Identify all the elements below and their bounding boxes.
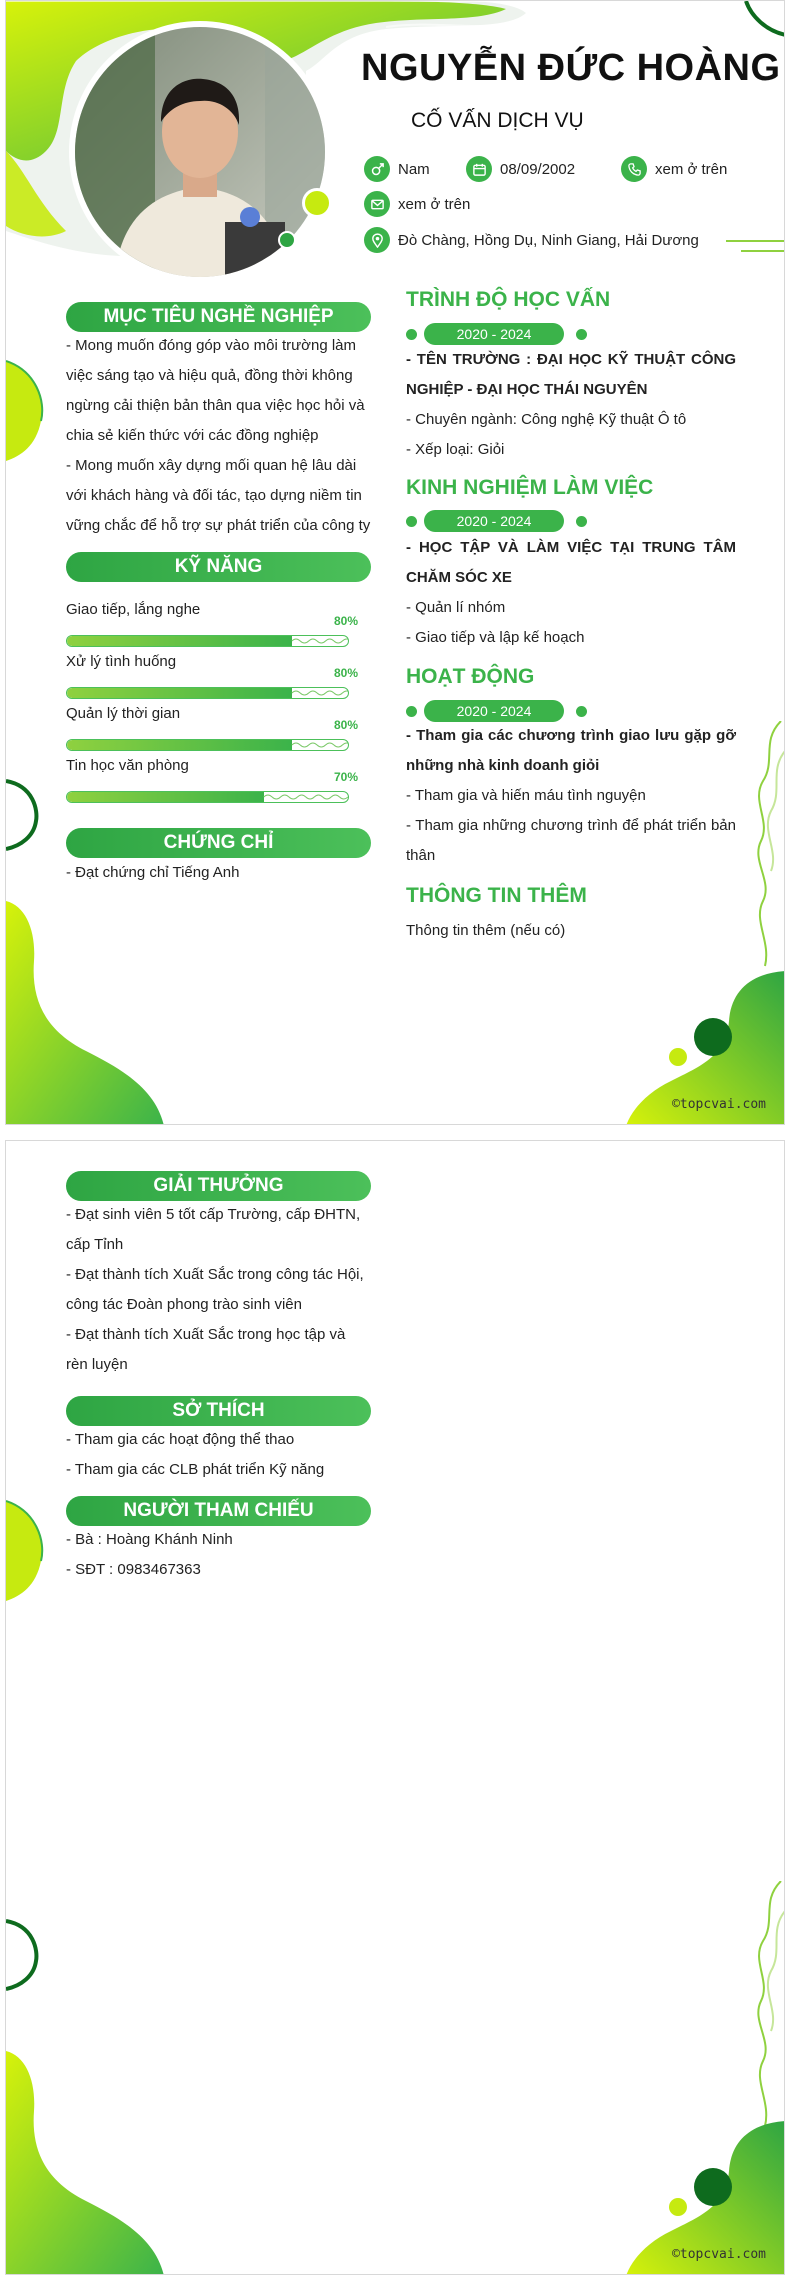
skill-label: Xử lý tình huống [66, 653, 177, 670]
right-edge-decoration [751, 721, 785, 971]
phone-value: xem ở trên [655, 160, 728, 178]
skill-bar-wave [67, 792, 348, 802]
hobbies-text [66, 1425, 371, 1485]
education-text [406, 345, 736, 465]
cv-page-1 [5, 0, 785, 1125]
calendar-icon [466, 156, 492, 182]
education-line: - Xếp loại: Giỏi [406, 441, 505, 458]
experience-heading: - HỌC TẬP VÀ LÀM VIỆC TẠI TRUNG TÂM CHĂM SÓC XE [406, 539, 736, 586]
gender-icon [364, 156, 390, 182]
timeline-dot [406, 329, 417, 340]
activities-date-line [406, 700, 736, 722]
skill-bar [66, 687, 349, 699]
skill-label: Tin học văn phòng [66, 757, 189, 774]
experience-line: - Quản lí nhóm [406, 599, 506, 616]
skill-bar [66, 635, 349, 647]
experience-line: - Giao tiếp và lập kế hoạch [406, 629, 585, 646]
activities-heading: - Tham gia các chương trình giao lưu gặp gỡ những nhà kinh doanh giỏi [406, 727, 736, 774]
location-icon [364, 227, 390, 253]
gender-field [364, 156, 430, 182]
award-line: - Đạt thành tích Xuất Sắc trong học tập và rèn luyện [66, 1326, 346, 1373]
award-line: - Đạt sinh viên 5 tốt cấp Trường, cấp ĐHTN, cấp Tỉnh [66, 1206, 361, 1253]
right-edge-decoration [751, 1881, 785, 2131]
hobby-line: - Tham gia các hoạt động thể thao [66, 1431, 295, 1448]
skill-percent: 80% [334, 614, 359, 628]
hobby-line: - Tham gia các CLB phát triển Kỹ năng [66, 1461, 325, 1478]
objective-text [66, 331, 371, 541]
avatar-accent-dot-large [302, 188, 332, 218]
experience-date: 2020 - 2024 [424, 510, 564, 532]
experience-text [406, 533, 736, 653]
timeline-dot [576, 516, 587, 527]
avatar-accent-dot-small [278, 231, 296, 249]
references-title: NGƯỜI THAM CHIẾU [66, 1496, 371, 1526]
activities-line: - Tham gia và hiến máu tình nguyện [406, 787, 646, 804]
awards-text [66, 1200, 371, 1380]
education-date-line [406, 323, 736, 345]
watermark: ©topcvai.com [672, 1097, 766, 1112]
watermark: ©topcvai.com [672, 2247, 766, 2262]
more-info-title: THÔNG TIN THÊM [406, 884, 587, 907]
birthday-value: 08/09/2002 [500, 160, 576, 178]
skill-label: Quản lý thời gian [66, 705, 181, 722]
job-title: CỐ VẤN DỊCH VỤ [411, 109, 584, 132]
more-info-text: Thông tin thêm (nếu có) [406, 922, 566, 939]
email-field [364, 191, 470, 217]
activities-text [406, 721, 736, 871]
experience-title: KINH NGHIỆM LÀM VIỆC [406, 476, 654, 499]
skills-title: KỸ NĂNG [66, 552, 371, 582]
timeline-dot [406, 516, 417, 527]
email-value: xem ở trên [398, 195, 471, 213]
references-text [66, 1525, 371, 1585]
left-edge-decoration [6, 1481, 46, 2001]
skill-bar-wave [67, 636, 348, 646]
bottom-left-decoration [6, 2051, 166, 2275]
address-field [364, 227, 699, 253]
mail-icon [364, 191, 390, 217]
education-line: - Chuyên ngành: Công nghệ Kỹ thuật Ô tô [406, 411, 687, 428]
objective-line: - Mong muốn đóng góp vào môi trường làm việc sáng tạo và hiệu quả, đồng thời không ngừng cải thiện bản thân qua việc học hỏi và chia sẻ kiến thức với các đồng nghiệp [66, 337, 365, 444]
skill-percent: 80% [334, 666, 359, 680]
certificates-title: CHỨNG CHỈ [66, 828, 371, 858]
timeline-dot [576, 706, 587, 717]
activities-line: - Tham gia những chương trình để phát triển bản thân [406, 817, 736, 864]
reference-line: - SĐT : 0983467363 [66, 1561, 201, 1578]
certificate-line: - Đạt chứng chỉ Tiếng Anh [66, 864, 240, 881]
skill-bar [66, 791, 349, 803]
birthday-field [466, 156, 575, 182]
education-school: - TÊN TRƯỜNG : ĐẠI HỌC KỸ THUẬT CÔNG NGHIỆP - ĐẠI HỌC THÁI NGUYÊN [406, 351, 736, 398]
certificates-text [66, 858, 371, 888]
skill-bar-wave [67, 740, 348, 750]
phone-icon [621, 156, 647, 182]
skill-percent: 70% [334, 770, 359, 784]
left-edge-decoration [6, 341, 46, 861]
objective-line: - Mong muốn xây dựng mối quan hệ lâu dài với khách hàng và đối tác, tạo dựng niềm tin vững chắc để hỗ trợ sự phát triển của công ty [66, 457, 371, 534]
timeline-dot [576, 329, 587, 340]
skill-bar-wave [67, 688, 348, 698]
award-line: - Đạt thành tích Xuất Sắc trong công tác Hội, công tác Đoàn phong trào sinh viên [66, 1266, 364, 1313]
education-date: 2020 - 2024 [424, 323, 564, 345]
bottom-left-decoration [6, 901, 166, 1125]
education-title: TRÌNH ĐỘ HỌC VẤN [406, 288, 611, 311]
phone-field [621, 156, 727, 182]
skill-bar [66, 739, 349, 751]
full-name: NGUYỄN ĐỨC HOÀNG [361, 47, 781, 89]
objective-title: MỤC TIÊU NGHỀ NGHIỆP [66, 302, 371, 332]
awards-title: GIẢI THƯỞNG [66, 1171, 371, 1201]
skill-label: Giao tiếp, lắng nghe [66, 601, 201, 618]
cv-page-2 [5, 1140, 785, 2275]
activities-title: HOẠT ĐỘNG [406, 665, 535, 688]
timeline-dot [406, 706, 417, 717]
skill-percent: 80% [334, 718, 359, 732]
activities-date: 2020 - 2024 [424, 700, 564, 722]
gender-value: Nam [398, 160, 430, 178]
reference-line: - Bà : Hoàng Khánh Ninh [66, 1531, 233, 1548]
address-value: Đò Chàng, Hồng Dụ, Ninh Giang, Hải Dương [398, 231, 699, 249]
hobbies-title: SỞ THÍCH [66, 1396, 371, 1426]
experience-date-line [406, 510, 736, 532]
